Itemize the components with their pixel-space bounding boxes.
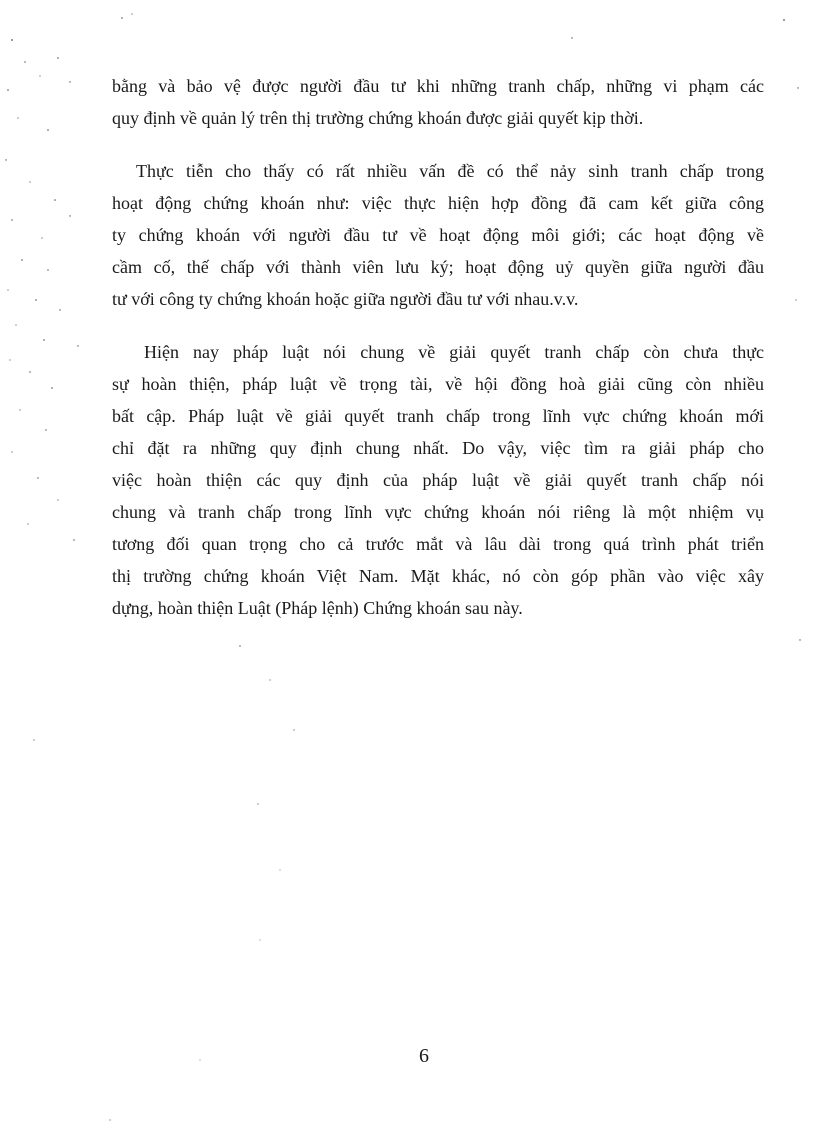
text-line: Thực tiễn cho thấy có rất nhiều vấn đề có thể nảy sinh tranh chấp trong	[136, 161, 764, 181]
text-line: quy định về quản lý trên thị trường chứng khoán được giải quyết kịp thời.	[112, 108, 644, 128]
text-line: tương đối quan trọng cho cả trước mắt và lâu dài trong quá trình phát triển	[112, 534, 764, 554]
text-line: cầm cố, thế chấp với thành viên lưu ký; hoạt động uỷ quyền giữa người đầu	[112, 257, 764, 277]
paragraph-continuation	[112, 70, 764, 134]
text-line: sự hoàn thiện, pháp luật về trọng tài, về hội đồng hoà giải cũng còn nhiều	[112, 374, 764, 394]
text-line: Hiện nay pháp luật nói chung về giải quyết tranh chấp còn chưa thực	[144, 342, 764, 362]
text-line: bằng và bảo vệ được người đầu tư khi những tranh chấp, những vi phạm các	[112, 76, 764, 96]
paragraph-practice	[112, 155, 764, 315]
text-line: chỉ đặt ra những quy định chung nhất. Do vậy, việc tìm ra giải pháp cho	[112, 438, 764, 458]
text-line: việc hoàn thiện các quy định của pháp luật về giải quyết tranh chấp nói	[112, 470, 764, 490]
page-number: 6	[419, 1045, 429, 1067]
text-line: ty chứng khoán với người đầu tư về hoạt động môi giới; các hoạt động về	[112, 225, 764, 245]
paragraph-current-law	[112, 336, 764, 624]
text-line: dựng, hoàn thiện Luật (Pháp lệnh) Chứng khoán sau này.	[112, 598, 523, 618]
text-line: chung và tranh chấp trong lĩnh vực chứng khoán nói riêng là một nhiệm vụ	[112, 502, 764, 522]
text-line: bất cập. Pháp luật về giải quyết tranh chấp trong lĩnh vực chứng khoán mới	[112, 406, 764, 426]
text-line: hoạt động chứng khoán như: việc thực hiện hợp đồng đã cam kết giữa công	[112, 193, 764, 213]
text-line: thị trường chứng khoán Việt Nam. Mặt khác, nó còn góp phần vào việc xây	[112, 566, 764, 586]
text-line: tư với công ty chứng khoán hoặc giữa người đầu tư với nhau.v.v.	[112, 289, 579, 309]
